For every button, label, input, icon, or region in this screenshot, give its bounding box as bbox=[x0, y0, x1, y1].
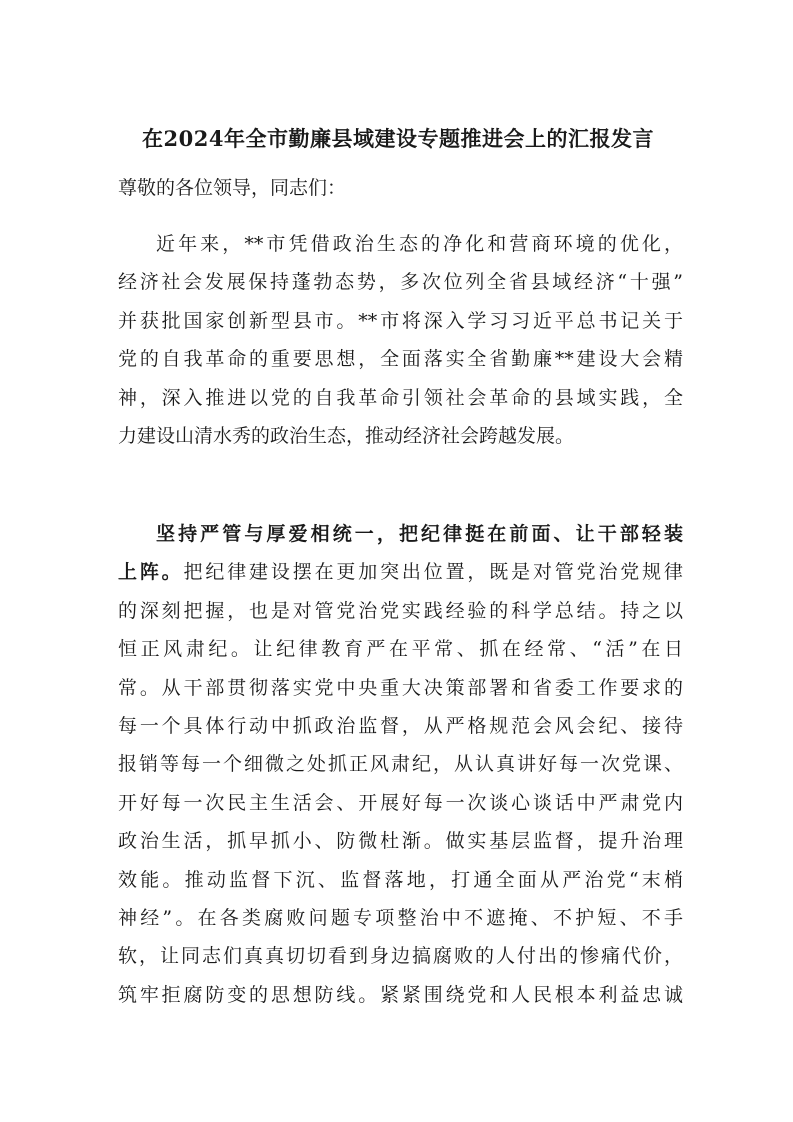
paragraph-line: 近年来，**市凭借政治生态的净化和营商环境的优化， bbox=[156, 233, 683, 255]
paragraph-line bbox=[118, 553, 683, 591]
salutation: 尊敬的各位领导，同志们： bbox=[118, 177, 347, 199]
paragraph-line: 效能。推动监督下沉、监督落地，打通全面从严治党“末梢 bbox=[118, 868, 683, 891]
document-title: 在2024年全市勤廉县域建设专题推进会上的汇报发言 bbox=[142, 126, 654, 151]
paragraph-line: 党的自我革命的重要思想，全面落实全省勤廉**建设大会精 bbox=[118, 348, 683, 371]
paragraph-line: 神，深入推进以党的自我革命引领社会革命的县域实践，全 bbox=[118, 386, 683, 409]
paragraph-line: 并获批国家创新型县市。**市将深入学习习近平总书记关于 bbox=[118, 309, 683, 332]
paragraph-line: 每一个具体行动中抓政治监督，从严格规范会风会纪、接待 bbox=[118, 714, 683, 737]
paragraph-line-text: 把纪律建设摆在更加突出位置，既是对管党治党规律 bbox=[183, 561, 683, 584]
paragraph-line: 神经”。在各类腐败问题专项整治中不遮掩、不护短、不手 bbox=[118, 906, 683, 929]
paragraph-line: 力建设山清水秀的政治生态，推动经济社会跨越发展。 bbox=[118, 424, 575, 447]
paragraph-line: 报销等每一个细微之处抓正风肃纪，从认真讲好每一次党课、 bbox=[118, 753, 683, 776]
paragraph-line: 软，让同志们真真切切看到身边搞腐败的人付出的惨痛代价， bbox=[118, 945, 683, 968]
section-heading-end: 上阵。 bbox=[118, 561, 184, 584]
paragraph-line: 政治生活，抓早抓小、防微杜渐。做实基层监督，提升治理 bbox=[118, 830, 683, 853]
paragraph-line: 筑牢拒腐防变的思想防线。紧紧围绕党和人民根本利益忠诚 bbox=[118, 983, 683, 1006]
paragraph-line: 经济社会发展保持蓬勃态势，多次位列全省县域经济“十强” bbox=[118, 271, 683, 294]
paragraph-line: 恒正风肃纪。让纪律教育严在平常、抓在经常、“活”在日 bbox=[118, 638, 683, 661]
paragraph-discipline bbox=[118, 515, 683, 1014]
paragraph-line: 常。从干部贯彻落实党中央重大决策部署和省委工作要求的 bbox=[118, 676, 683, 699]
paragraph-line: 开好每一次民主生活会、开展好每一次谈心谈话中严肃党内 bbox=[118, 791, 683, 814]
paragraph-line: 的深刻把握，也是对管党治党实践经验的科学总结。持之以 bbox=[118, 599, 683, 622]
paragraph-intro bbox=[118, 225, 683, 455]
section-heading: 坚持严管与厚爱相统一，把纪律挺在前面、让干部轻装 bbox=[156, 523, 683, 545]
